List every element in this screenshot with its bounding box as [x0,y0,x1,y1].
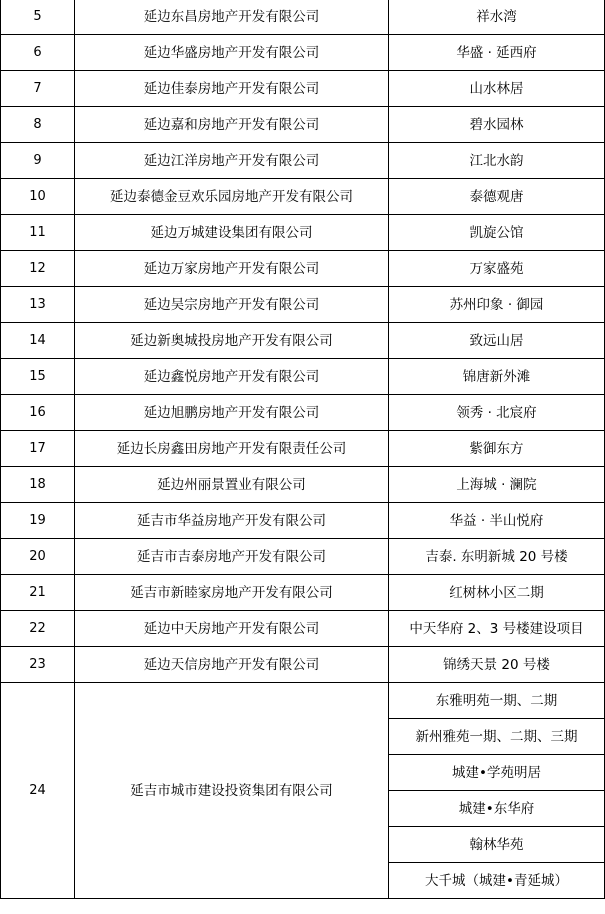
project-name: 碧水园林 [389,107,605,143]
project-name: 凯旋公馆 [389,215,605,251]
row-number: 9 [1,143,75,179]
row-number: 10 [1,179,75,215]
project-name: 泰德观唐 [389,179,605,215]
table-row [1,215,605,251]
table-body [1,0,605,899]
project-name: 祥水湾 [389,0,605,35]
table-row [1,431,605,467]
table-row [1,287,605,323]
project-name: 吉泰. 东明新城 20 号楼 [389,539,605,575]
project-name: 翰林华苑 [389,827,605,863]
project-name: 苏州印象 · 御园 [389,287,605,323]
project-name: 万家盛苑 [389,251,605,287]
company-name: 延吉市吉泰房地产开发有限公司 [75,539,389,575]
project-name: 新州雅苑一期、二期、三期 [389,719,605,755]
row-number: 18 [1,467,75,503]
row-number: 17 [1,431,75,467]
table-row [1,647,605,683]
project-name: 华盛 · 延西府 [389,35,605,71]
company-name: 延边新奥城投房地产开发有限公司 [75,323,389,359]
row-number: 21 [1,575,75,611]
company-name: 延边江洋房地产开发有限公司 [75,143,389,179]
row-number: 14 [1,323,75,359]
row-number: 24 [1,683,75,899]
table-row [1,683,605,719]
table-row [1,35,605,71]
row-number: 15 [1,359,75,395]
row-number: 5 [1,0,75,35]
project-name: 上海城 · 澜院 [389,467,605,503]
project-name: 领秀 · 北宸府 [389,395,605,431]
company-name: 延边华盛房地产开发有限公司 [75,35,389,71]
project-name: 大千城（城建•青延城） [389,863,605,899]
row-number: 11 [1,215,75,251]
table-row [1,467,605,503]
table-row [1,539,605,575]
project-name: 江北水韵 [389,143,605,179]
table-row [1,503,605,539]
table-row [1,359,605,395]
company-name: 延边泰德金豆欢乐园房地产开发有限公司 [75,179,389,215]
project-name: 致远山居 [389,323,605,359]
project-name: 红树林小区二期 [389,575,605,611]
company-name: 延边嘉和房地产开发有限公司 [75,107,389,143]
row-number: 6 [1,35,75,71]
project-name: 华益 · 半山悦府 [389,503,605,539]
project-name: 城建•东华府 [389,791,605,827]
company-name: 延边天信房地产开发有限公司 [75,647,389,683]
project-name: 中天华府 2、3 号楼建设项目 [389,611,605,647]
company-name: 延边东昌房地产开发有限公司 [75,0,389,35]
row-number: 16 [1,395,75,431]
row-number: 12 [1,251,75,287]
company-name: 延边万家房地产开发有限公司 [75,251,389,287]
table-row [1,71,605,107]
project-name: 锦绣天景 20 号楼 [389,647,605,683]
table-row [1,107,605,143]
company-name: 延边鑫悦房地产开发有限公司 [75,359,389,395]
company-name: 延吉市城市建设投资集团有限公司 [75,683,389,899]
project-name: 山水林居 [389,71,605,107]
row-number: 8 [1,107,75,143]
project-name: 东雅明苑一期、二期 [389,683,605,719]
table-row [1,143,605,179]
row-number: 13 [1,287,75,323]
company-name: 延边中天房地产开发有限公司 [75,611,389,647]
company-name: 延边吴宗房地产开发有限公司 [75,287,389,323]
company-name: 延吉市新睦家房地产开发有限公司 [75,575,389,611]
table-row [1,251,605,287]
table-row [1,575,605,611]
company-name: 延吉市华益房地产开发有限公司 [75,503,389,539]
table-row [1,179,605,215]
company-name: 延边州丽景置业有限公司 [75,467,389,503]
table-row [1,0,605,35]
row-number: 22 [1,611,75,647]
table-row [1,611,605,647]
project-name: 紫御东方 [389,431,605,467]
table-row [1,395,605,431]
row-number: 23 [1,647,75,683]
company-name: 延边佳泰房地产开发有限公司 [75,71,389,107]
table-row [1,323,605,359]
project-name: 锦唐新外滩 [389,359,605,395]
row-number: 20 [1,539,75,575]
row-number: 19 [1,503,75,539]
company-name: 延边长房鑫田房地产开发有限责任公司 [75,431,389,467]
company-name: 延边万城建设集团有限公司 [75,215,389,251]
row-number: 7 [1,71,75,107]
company-name: 延边旭鹏房地产开发有限公司 [75,395,389,431]
project-name: 城建•学苑明居 [389,755,605,791]
